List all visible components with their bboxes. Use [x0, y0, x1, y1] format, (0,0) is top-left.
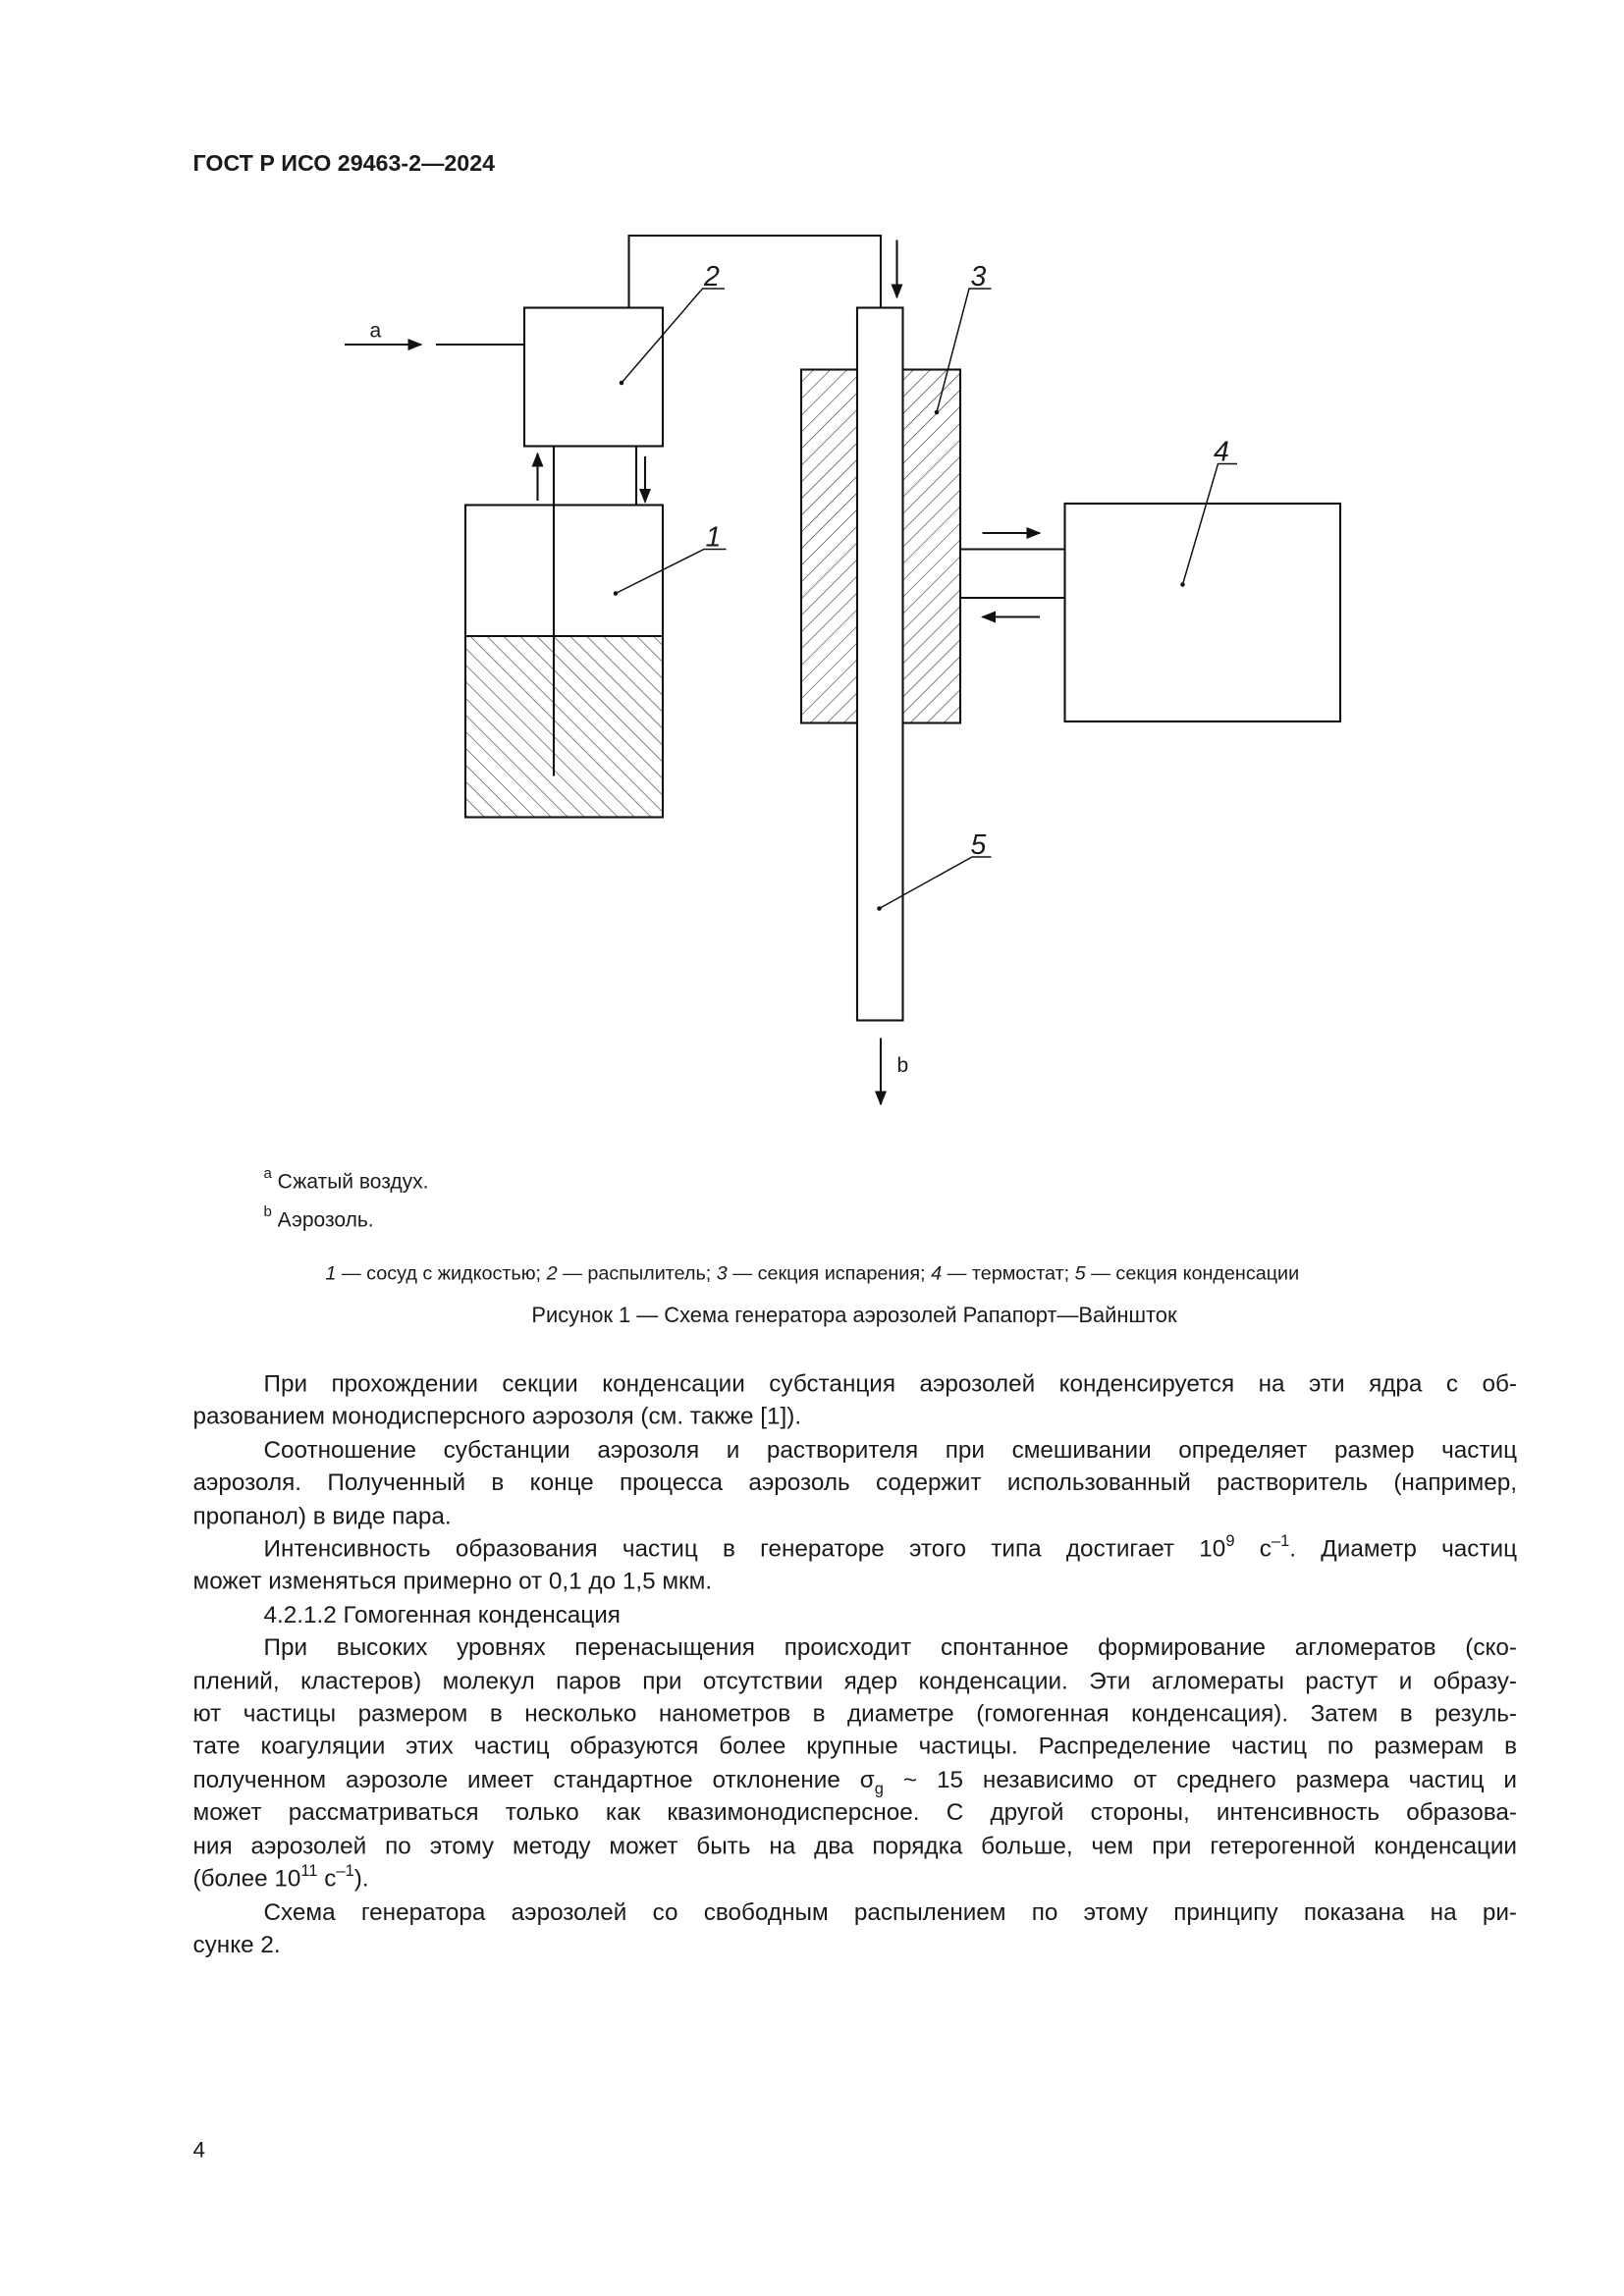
superscript: –1	[1271, 1531, 1290, 1550]
text-segment: При прохождении секции конденсации субстанция аэрозолей конденсируется на эти ядра с об-	[263, 1370, 1517, 1398]
figure-key	[0, 1262, 1624, 1285]
key-num: 5	[1074, 1261, 1086, 1284]
text-segment: тате коагуляции этих частиц образуются более крупные частицы. Распределение частиц по размерам в	[192, 1734, 1517, 1761]
body-text	[193, 1368, 1518, 1962]
text-segment: плений, кластеров) молекул паров при отсутствии ядер конденсации. Эти агломераты растут и образу-	[192, 1667, 1517, 1694]
subscript: g	[874, 1780, 884, 1798]
text-segment: Интенсивность образования частиц в генераторе этого типа достигает 10	[263, 1535, 1226, 1563]
text-segment: ~ 15 независимо от среднего размера частиц и	[883, 1766, 1517, 1793]
text-line	[193, 1830, 1518, 1863]
text-segment: Соотношение субстанции аэрозоля и растворителя при смешивании определяет размер частиц	[263, 1436, 1517, 1464]
key-num: 3	[716, 1261, 728, 1284]
text-line	[193, 1533, 1518, 1567]
text-segment: пропанол) в виде пара.	[192, 1502, 452, 1529]
key-text: — секция испарения;	[727, 1261, 932, 1284]
superscript: 11	[300, 1862, 318, 1881]
footnote-mark: b	[263, 1204, 272, 1221]
label-3: 3	[970, 261, 987, 293]
text-segment: . Диаметр частиц	[1289, 1535, 1517, 1563]
text-segment: с	[317, 1865, 337, 1893]
text-segment: При высоких уровнях перенасыщения происходит спонтанное формирование агломератов (ско-	[263, 1634, 1517, 1662]
text-line	[193, 1863, 1518, 1896]
superscript: 9	[1225, 1531, 1235, 1550]
footnote-text: Аэрозоль.	[277, 1207, 374, 1231]
text-segment: может рассматриваться только как квазимонодисперсное. С другой стороны, интенсивность образова-	[192, 1799, 1517, 1827]
text-segment: ния аэрозолей по этому методу может быть на два порядка больше, чем при гетерогенной конденсации	[192, 1833, 1517, 1860]
text-line	[193, 1434, 1518, 1468]
text-segment: может изменяться примерно от 0,1 до 1,5 мкм.	[192, 1569, 713, 1596]
key-num: 4	[931, 1261, 943, 1284]
text-line	[193, 1896, 1518, 1929]
page-number: 4	[192, 2138, 206, 2163]
connecting-pipe	[629, 236, 882, 308]
key-text: — распылитель;	[557, 1261, 717, 1284]
text-line	[193, 1764, 1518, 1797]
key-text: — секция конденсации	[1085, 1261, 1300, 1284]
figure-caption: Рисунок 1 — Схема генератора аэрозолей Рапапорт—Вайншток	[531, 1305, 1177, 1328]
label-4: 4	[1214, 436, 1229, 468]
footnote-mark: a	[263, 1166, 272, 1183]
superscript: –1	[336, 1862, 354, 1881]
text-line	[193, 1368, 1518, 1402]
footnote-a	[263, 1166, 429, 1193]
key-text: — термостат;	[942, 1261, 1075, 1284]
text-line	[193, 1401, 1518, 1434]
label-b: b	[896, 1054, 909, 1077]
key-text: — сосуд с жидкостью;	[336, 1261, 547, 1284]
label-2: 2	[704, 261, 720, 293]
text-line	[193, 1665, 1518, 1698]
liquid-hatch	[465, 636, 663, 818]
sprayer-box	[524, 308, 663, 447]
footnote-text: Сжатый воздух.	[277, 1169, 429, 1193]
text-segment: (более 10	[192, 1865, 301, 1893]
text-segment: ).	[353, 1865, 369, 1893]
key-num: 1	[325, 1261, 337, 1284]
text-line	[193, 1731, 1518, 1764]
text-line	[193, 1929, 1518, 1962]
label-5: 5	[970, 829, 987, 861]
text-line	[193, 1599, 1518, 1632]
label-1: 1	[705, 521, 722, 554]
text-line	[193, 1631, 1518, 1665]
text-line	[193, 1500, 1518, 1533]
text-line	[193, 1796, 1518, 1830]
thermostat-box	[1065, 504, 1341, 721]
text-segment: сунке 2.	[192, 1931, 281, 1958]
document-header: ГОСТ Р ИСО 29463-2—2024	[192, 151, 496, 177]
condensation-section	[857, 308, 903, 1021]
footnote-b	[263, 1204, 374, 1231]
text-segment: аэрозоля. Полученный в конце процесса аэрозоль содержит использованный растворитель (например,	[192, 1469, 1517, 1497]
text-line	[193, 1467, 1518, 1500]
label-a: a	[369, 319, 382, 343]
key-num: 2	[546, 1261, 558, 1284]
text-line	[193, 1698, 1518, 1732]
text-segment: разованием монодисперсного аэрозоля (см. также [1]).	[192, 1404, 802, 1431]
text-line	[193, 1566, 1518, 1599]
text-segment: полученном аэрозоле имеет стандартное отклонение σ	[192, 1766, 875, 1793]
text-segment: ют частицы размером в несколько нанометров в диаметре (гомогенная конденсация). Затем в резуль-	[192, 1700, 1517, 1728]
text-segment: 4.2.1.2 Гомогенная конденсация	[263, 1601, 621, 1629]
text-segment: с	[1234, 1535, 1272, 1563]
text-segment: Схема генератора аэрозолей со свободным распылением по этому принципу показана на ри-	[263, 1898, 1517, 1926]
